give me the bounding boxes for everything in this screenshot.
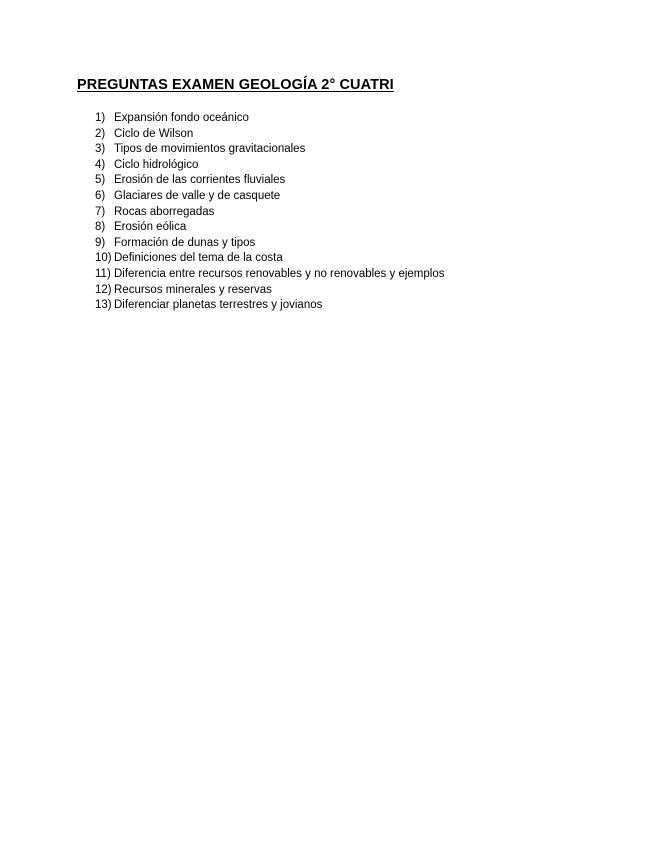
document-title: PREGUNTAS EXAMEN GEOLOGÍA 2° CUATRI (77, 77, 394, 93)
question-number: 7) (95, 205, 106, 218)
question-item (95, 298, 444, 314)
question-number: 3) (95, 143, 106, 156)
question-item (95, 158, 444, 174)
question-text: Rocas aborregadas (114, 205, 215, 218)
question-text: Recursos minerales y reservas (114, 283, 272, 296)
question-text: Ciclo de Wilson (114, 127, 194, 140)
question-text: Tipos de movimientos gravitacionales (114, 143, 306, 156)
question-item (95, 236, 444, 252)
question-list (95, 111, 444, 314)
question-number: 11) (95, 267, 111, 280)
question-number: 5) (95, 174, 106, 187)
question-text: Expansión fondo oceánico (114, 112, 249, 124)
question-item (95, 142, 444, 158)
question-item (95, 189, 444, 205)
question-number: 9) (95, 236, 106, 249)
question-item (95, 267, 444, 283)
question-number: 12) (95, 283, 112, 296)
question-number: 8) (95, 221, 106, 234)
question-item (95, 111, 444, 127)
question-number: 6) (95, 189, 106, 202)
question-number: 13) (95, 299, 112, 312)
question-number: 1) (95, 112, 106, 124)
question-text: Diferenciar planetas terrestres y jovianos (114, 299, 323, 312)
question-item (95, 283, 444, 299)
question-item (95, 173, 444, 189)
question-item (95, 220, 444, 236)
question-text: Ciclo hidrológico (114, 158, 199, 171)
question-text: Erosión eólica (114, 221, 187, 234)
question-text: Erosión de las corrientes fluviales (114, 174, 286, 187)
question-text: Diferencia entre recursos renovables y no renovables y ejemplos (114, 267, 445, 280)
question-item (95, 205, 444, 221)
question-item (95, 251, 444, 267)
question-number: 2) (95, 127, 106, 140)
question-number: 4) (95, 158, 106, 171)
question-number: 10) (95, 252, 112, 265)
question-text: Formación de dunas y tipos (114, 236, 256, 249)
question-text: Glaciares de valle y de casquete (114, 189, 281, 202)
question-item (95, 127, 444, 143)
question-text: Definiciones del tema de la costa (114, 252, 283, 265)
